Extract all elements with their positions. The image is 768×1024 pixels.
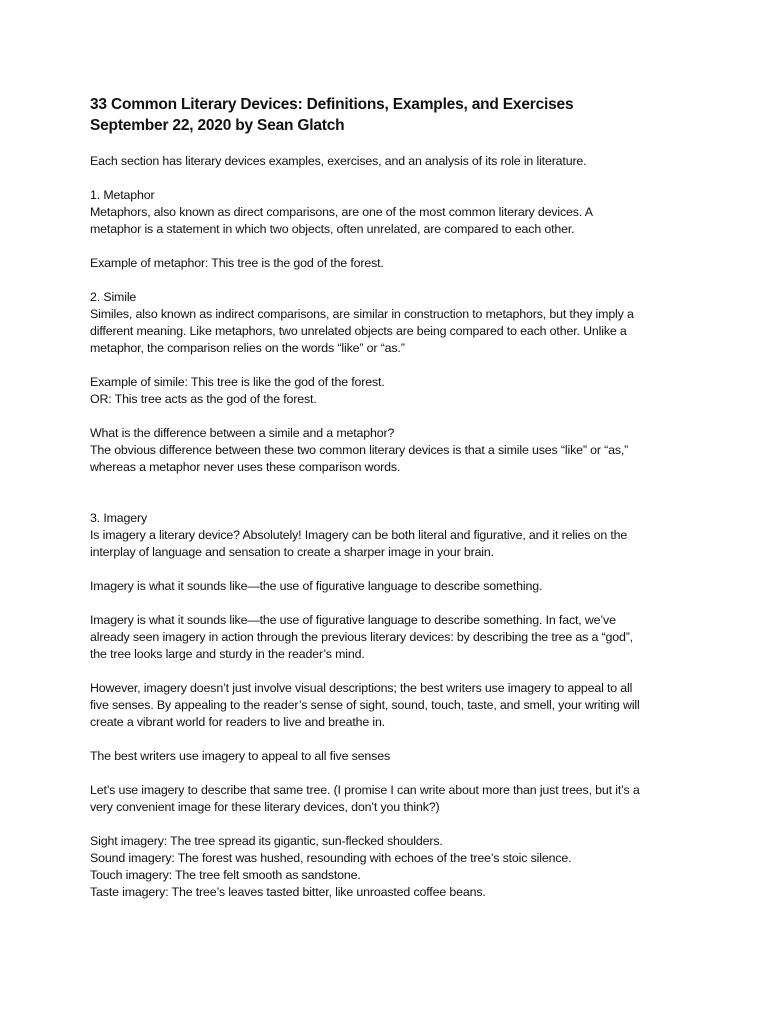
- imagery-text-line: the tree looks large and sturdy in the reader’s mind.: [90, 647, 365, 661]
- simile-answer-line: The obvious difference between these two common literary devices is that a simile uses “like” or “as,”: [90, 443, 629, 457]
- imagery-text-line: Is imagery a literary device? Absolutely! Imagery can be both literal and figurative, and it relies on the: [90, 528, 628, 542]
- imagery-text-line: five senses. By appealing to the reader’s sense of sight, sound, touch, taste, and smell, your writing will: [90, 698, 640, 712]
- imagery-pullquote: The best writers use imagery to appeal to all five senses: [90, 749, 390, 763]
- metaphor-heading: 1. Metaphor: [90, 188, 155, 202]
- simile-text-line: metaphor, the comparison relies on the words “like” or “as.”: [90, 341, 405, 355]
- simile-example: Example of simile: This tree is like the god of the forest.: [90, 375, 385, 389]
- imagery-text-line: interplay of language and sensation to create a sharper image in your brain.: [90, 545, 494, 559]
- metaphor-text-line: metaphor is a statement in which two objects, often unrelated, are compared to each other.: [90, 222, 575, 236]
- document-title: 33 Common Literary Devices: Definitions, Examples, and Exercises: [90, 96, 574, 113]
- taste-imagery-example: Taste imagery: The tree’s leaves tasted bitter, like unroasted coffee beans.: [90, 885, 486, 899]
- metaphor-example: Example of metaphor: This tree is the god of the forest.: [90, 256, 384, 270]
- simile-question: What is the difference between a simile and a metaphor?: [90, 426, 395, 440]
- document-body: [90, 94, 690, 901]
- imagery-text-line: However, imagery doesn’t just involve visual descriptions; the best writers use imagery to appeal to all: [90, 681, 633, 695]
- sight-imagery-example: Sight imagery: The tree spread its gigantic, sun-flecked shoulders.: [90, 834, 443, 848]
- imagery-pullquote: Imagery is what it sounds like—the use of figurative language to describe something.: [90, 579, 543, 593]
- sound-imagery-example: Sound imagery: The forest was hushed, resounding with echoes of the tree’s stoic silence.: [90, 851, 572, 865]
- simile-text-line: different meaning. Like metaphors, two unrelated objects are being compared to each other. Unlike a: [90, 324, 627, 338]
- imagery-text-line: create a vibrant world for readers to live and breathe in.: [90, 715, 386, 729]
- intro-text: Each section has literary devices examples, exercises, and an analysis of its role in literature.: [90, 154, 587, 168]
- imagery-text-line: Let’s use imagery to describe that same tree. (I promise I can write about more than just trees, but it’s a: [90, 783, 640, 797]
- simile-answer-line: whereas a metaphor never uses these comparison words.: [90, 460, 401, 474]
- imagery-text-line: Imagery is what it sounds like—the use of figurative language to describe something. In fact, we’ve: [90, 613, 616, 627]
- touch-imagery-example: Touch imagery: The tree felt smooth as sandstone.: [90, 868, 361, 882]
- simile-text-line: Similes, also known as indirect comparisons, are similar in construction to metaphors, but they imply a: [90, 307, 634, 321]
- imagery-heading: 3. Imagery: [90, 511, 148, 525]
- metaphor-text-line: Metaphors, also known as direct comparisons, are one of the most common literary devices. A: [90, 205, 593, 219]
- document-byline: September 22, 2020 by Sean Glatch: [90, 117, 345, 134]
- simile-example-alt: OR: This tree acts as the god of the forest.: [90, 392, 317, 406]
- imagery-text-line: very convenient image for these literary devices, don’t you think?): [90, 800, 440, 814]
- imagery-text-line: already seen imagery in action through the previous literary devices: by describing the tree as a “god”,: [90, 630, 633, 644]
- simile-heading: 2. Simile: [90, 290, 137, 304]
